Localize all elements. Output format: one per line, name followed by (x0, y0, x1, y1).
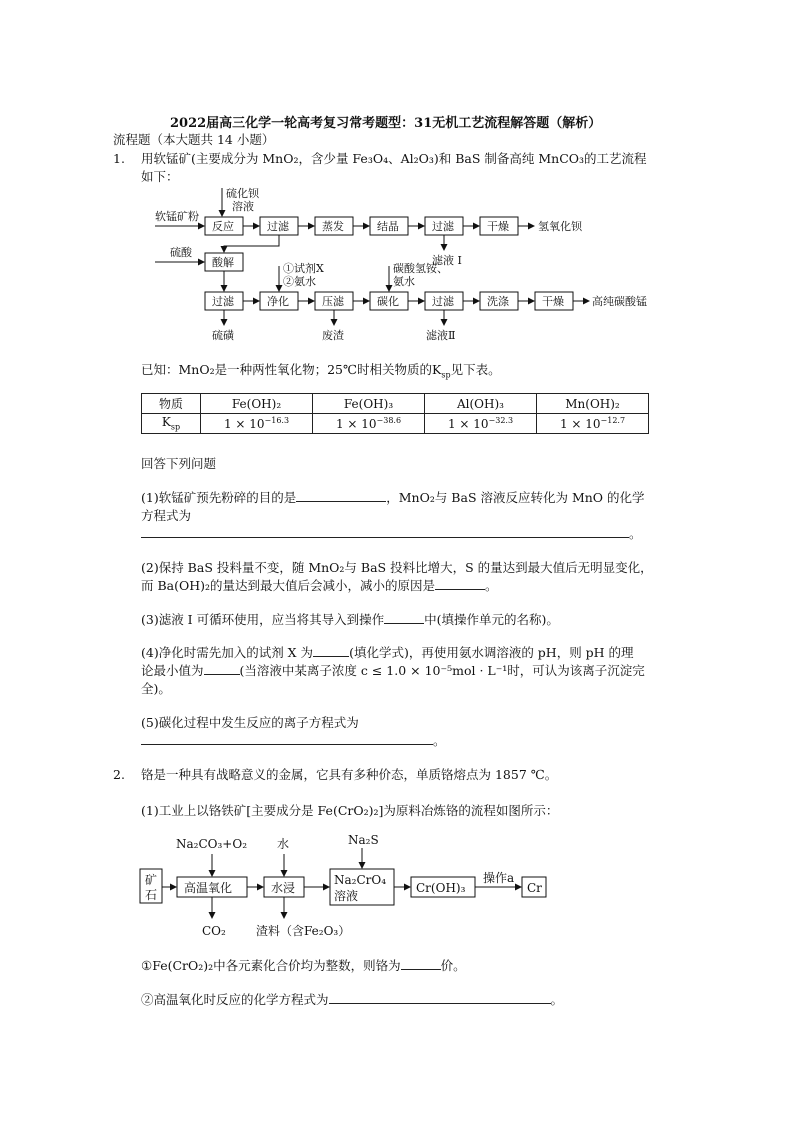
question-1-number: 1. (113, 151, 125, 166)
input-bas-2: 溶液 (232, 200, 254, 213)
label-acidify: 酸解 (212, 256, 234, 269)
table-row: $K_{sp}$ $1 \times 10^{-16.3}$ $1 \times 10^{-38.6}$ $1 \times 10^{-32.3}$ $1 \times 10^{-12.7}$ (142, 414, 649, 434)
output-sulfur: 硫磺 (212, 329, 234, 342)
input-acid: 硫酸 (170, 246, 192, 259)
output-residue: 渣料（含Fe₂O₃） (256, 924, 351, 938)
flowchart-chromium (138, 832, 558, 944)
input-ammonia: ②氨水 (283, 275, 316, 288)
output-filtrate2: 滤液Ⅱ (426, 329, 456, 342)
label-carbon: 碳化 (377, 295, 399, 308)
input-water: 水 (277, 837, 290, 851)
output-co2: CO₂ (202, 924, 226, 938)
question-2-number: 2. (113, 767, 125, 782)
answer-prompt: 回答下列问题 (141, 456, 217, 471)
output-baoh: 氢氧化钡 (538, 220, 582, 233)
output-product: 高纯碳酸锰 (592, 295, 647, 308)
label-solution: 溶液 (334, 889, 359, 903)
answer-blank[interactable] (329, 991, 551, 1004)
table-row: 物质 Fe(OH)₂ Fe(OH)₃ Al(OH)₃ Mn(OH)₂ (142, 394, 649, 414)
ksp-table (141, 393, 649, 434)
answer-blank[interactable] (204, 662, 240, 675)
answer-blank[interactable] (296, 489, 386, 502)
label-filter2: 过滤 (432, 220, 454, 233)
label-ore-1: 矿 (145, 873, 158, 887)
answer-blank[interactable] (141, 525, 629, 538)
q1-part1-line3: 。 (141, 525, 642, 543)
flowchart-mnco3 (150, 184, 670, 344)
label-press: 压滤 (322, 295, 344, 308)
q2-sub2: ②高温氧化时反应的化学方程式为 。 (141, 992, 564, 1007)
output-waste: 废渣 (322, 329, 344, 342)
q1-part3: (3)滤液 I 可循环使用，应当将其导入到操作 中(填操作单元的名称)。 (141, 612, 559, 627)
label-oxidize: 高温氧化 (184, 881, 233, 895)
answer-blank[interactable] (384, 611, 424, 624)
known-info: 已知：MnO₂是一种两性氧化物；25℃时相关物质的$K_{sp}$见下表。 (141, 362, 501, 380)
answer-blank[interactable] (435, 577, 485, 590)
label-na2cro4: Na₂CrO₄ (334, 873, 387, 887)
label-croh3: Cr(OH)₃ (416, 881, 466, 895)
label-react: 反应 (212, 220, 234, 233)
input-na2co3-o2: Na₂CO₃+O₂ (176, 837, 247, 851)
q1-part4-line1: (4)净化时需先加入的试剂 X 为 (填化学式)，再使用氨水调溶液的 pH，则 pH 的理 (141, 645, 634, 660)
label-ore-2: 石 (145, 888, 158, 902)
label-filter4: 过滤 (432, 295, 454, 308)
input-bas: 硫化钡 (226, 187, 259, 200)
answer-blank[interactable] (313, 644, 349, 657)
label-filter1: 过滤 (267, 220, 289, 233)
q2-sub1: ①Fe(CrO₂)₂中各元素化合价均为整数，则铬为 价。 (141, 958, 466, 973)
input-na2s: Na₂S (348, 833, 379, 847)
question-2-part1: (1)工业上以铬铁矿[主要成分是 Fe(CrO₂)₂]为原料冶炼铬的流程如图所示： (141, 803, 559, 818)
label-dry1: 干燥 (487, 220, 509, 233)
input-ore: 软锰矿粉 (155, 210, 199, 223)
question-1-stem: 用软锰矿(主要成分为 MnO₂，含少量 Fe₃O₄、Al₂O₃)和 BaS 制备高纯 MnCO₃的工艺流程 (141, 151, 647, 166)
question-1-stem-cont: 如下： (141, 169, 179, 184)
section-header: 流程题（本大题共 14 小题） (113, 132, 275, 147)
label-leach: 水浸 (271, 881, 296, 895)
output-filtrate1: 滤液 I (432, 254, 462, 267)
label-evap: 蒸发 (322, 220, 344, 233)
q1-part2-line1: (2)保持 BaS 投料量不变，随 MnO₂与 BaS 投料比增大，S 的量达到最大值后无明显变化， (141, 560, 653, 575)
q1-part1-line1: (1)软锰矿预先粉碎的目的是 ，MnO₂与 BaS 溶液反应转化为 MnO 的化学 (141, 490, 645, 505)
label-wash: 洗涤 (487, 295, 509, 308)
label-cryst: 结晶 (377, 220, 399, 233)
q1-part5-line1: (5)碳化过程中发生反应的离子方程式为 (141, 715, 359, 730)
answer-blank[interactable] (141, 732, 433, 745)
q1-part5-line2: 。 (141, 732, 446, 750)
question-2-stem: 铬是一种具有战略意义的金属，它具有多种价态，单质铬熔点为 1857 ℃。 (141, 767, 558, 782)
label-cr: Cr (527, 881, 542, 895)
page-title: 2022届高三化学一轮高考复习常考题型：31无机工艺流程解答题（解析） (170, 116, 602, 131)
input-reagent-x: ①试剂X (283, 262, 324, 275)
label-operation-a: 操作a (483, 871, 515, 885)
q1-part4-line3: 全)。 (141, 681, 171, 696)
label-dry2: 干燥 (542, 295, 564, 308)
label-filter3: 过滤 (212, 295, 234, 308)
input-ammonia-2: 氨水 (393, 275, 415, 288)
q1-part4-line2: 论最小值为 (当溶液中某离子浓度 c ≤ 1.0 × 10⁻⁵mol · L⁻¹时，可认为该离子沉淀完 (141, 663, 645, 678)
q1-part2-line2: 而 Ba(OH)₂的量达到最大值后会减小，减小的原因是 。 (141, 578, 498, 593)
answer-blank[interactable] (401, 957, 441, 970)
input-nh4hco3: 碳酸氢铵、 (393, 262, 448, 275)
q1-part1-line2: 方程式为 (141, 508, 192, 523)
label-purify: 净化 (267, 295, 289, 308)
